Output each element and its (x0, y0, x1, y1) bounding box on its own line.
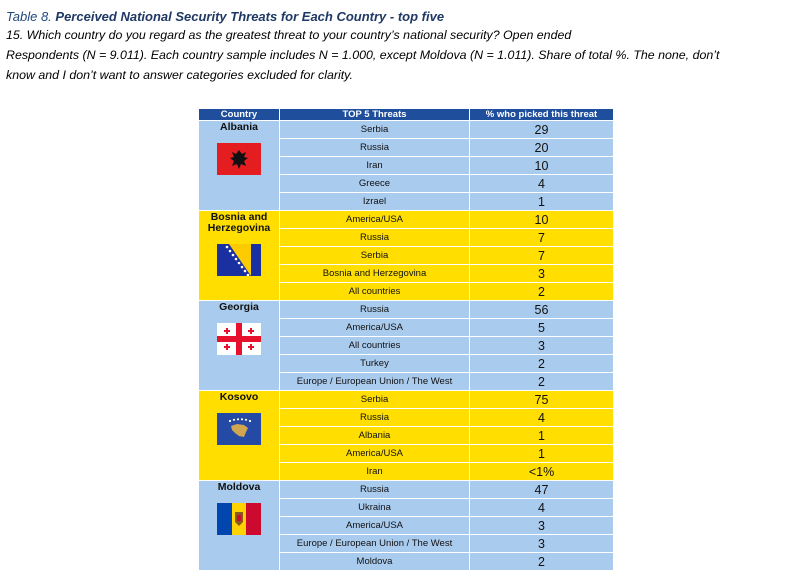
header-percent: % who picked this threat (470, 109, 614, 121)
percent-cell: 3 (470, 337, 614, 355)
note-text-line-1: Respondents (N = 9.011). Each country sample includes N = 1.000, except Moldova (N = 1.011). Share of total %. The none, don’t (6, 48, 720, 62)
header-threats: TOP 5 Threats (280, 109, 470, 121)
percent-cell: 47 (470, 481, 614, 499)
threat-cell: America/USA (280, 211, 470, 229)
percent-cell: 29 (470, 121, 614, 139)
percent-cell: 2 (470, 373, 614, 391)
percent-cell: 3 (470, 535, 614, 553)
threat-cell: Serbia (280, 247, 470, 265)
bosnia-flag-icon (217, 244, 261, 281)
percent-cell: 2 (470, 355, 614, 373)
threat-cell: All countries (280, 283, 470, 301)
percent-cell: 56 (470, 301, 614, 319)
threat-cell: Serbia (280, 391, 470, 409)
georgia-flag-icon (217, 323, 261, 360)
country-name: Georgia (219, 301, 259, 313)
percent-cell: 1 (470, 445, 614, 463)
percent-cell: 4 (470, 409, 614, 427)
threat-cell: Russia (280, 409, 470, 427)
table-row (199, 391, 614, 409)
country-name: Kosovo (219, 391, 259, 403)
country-cell-kosovo (199, 391, 280, 481)
percent-cell: 5 (470, 319, 614, 337)
threat-cell: Europe / European Union / The West (280, 373, 470, 391)
threat-cell: Bosnia and Herzegovina (280, 265, 470, 283)
percent-cell: 10 (470, 157, 614, 175)
percent-cell: 3 (470, 517, 614, 535)
percent-cell: 75 (470, 391, 614, 409)
note-text-line-2: know and I don’t want to answer categories excluded for clarity. (6, 68, 353, 82)
threat-cell: Albania (280, 427, 470, 445)
table-label: Table 8. (6, 9, 52, 24)
percent-cell: 2 (470, 283, 614, 301)
threat-cell: Moldova (280, 553, 470, 571)
table-title: Perceived National Security Threats for Each Country - top five (55, 9, 445, 24)
question-text: 15. Which country do you regard as the greatest threat to your country’s national security? Open ended (6, 28, 572, 42)
threat-cell: Iran (280, 463, 470, 481)
threat-cell: Russia (280, 139, 470, 157)
threat-cell: America/USA (280, 445, 470, 463)
country-name: Albania (220, 121, 258, 133)
percent-cell: 1 (470, 193, 614, 211)
threats-table (198, 108, 614, 571)
percent-cell: 7 (470, 229, 614, 247)
percent-cell: <1% (470, 463, 614, 481)
threat-cell: Russia (280, 229, 470, 247)
table-header-row (199, 109, 614, 121)
table-row (199, 211, 614, 229)
country-cell-moldova (199, 481, 280, 571)
kosovo-flag-icon (217, 413, 261, 450)
threat-cell: Russia (280, 301, 470, 319)
threat-cell: America/USA (280, 517, 470, 535)
country-name: Bosnia and Herzegovina (207, 211, 271, 234)
percent-cell: 4 (470, 175, 614, 193)
threat-cell: Serbia (280, 121, 470, 139)
country-cell-georgia (199, 301, 280, 391)
caption-title-line (6, 9, 802, 25)
threat-cell: Iran (280, 157, 470, 175)
threat-cell: America/USA (280, 319, 470, 337)
percent-cell: 4 (470, 499, 614, 517)
percent-cell: 1 (470, 427, 614, 445)
country-name: Moldova (217, 481, 261, 493)
threat-cell: Europe / European Union / The West (280, 535, 470, 553)
table-body (199, 121, 614, 571)
table-row (199, 121, 614, 139)
header-country: Country (199, 109, 280, 121)
table-row (199, 301, 614, 319)
table-row (199, 481, 614, 499)
threat-cell: Greece (280, 175, 470, 193)
table-caption (6, 9, 802, 85)
threat-cell: Russia (280, 481, 470, 499)
percent-cell: 10 (470, 211, 614, 229)
albania-flag-icon (217, 143, 261, 180)
threat-cell: All countries (280, 337, 470, 355)
percent-cell: 20 (470, 139, 614, 157)
percent-cell: 7 (470, 247, 614, 265)
percent-cell: 2 (470, 553, 614, 571)
country-cell-albania (199, 121, 280, 211)
threat-cell: Izrael (280, 193, 470, 211)
threat-cell: Ukraina (280, 499, 470, 517)
threat-cell: Turkey (280, 355, 470, 373)
percent-cell: 3 (470, 265, 614, 283)
country-cell-bosnia-and-herzegovina (199, 211, 280, 301)
moldova-flag-icon (217, 503, 261, 540)
